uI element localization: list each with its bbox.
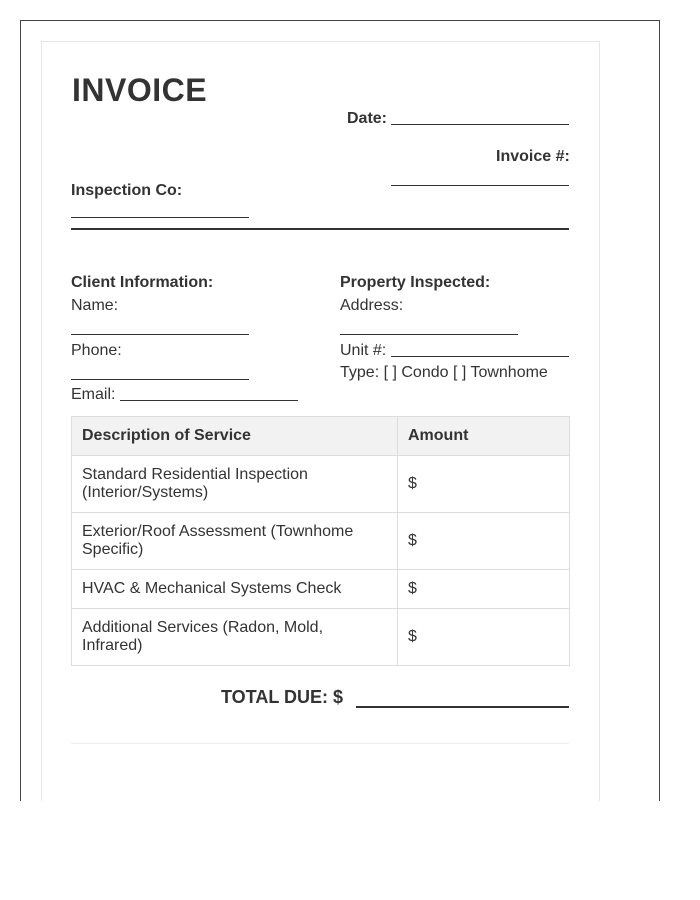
date-label: Date: [347,110,388,127]
table-row [72,609,570,666]
property-type-checkboxes[interactable]: Type: [ ] Condo [ ] Townhome [340,364,548,381]
column-header-description: Description of Service [72,417,398,456]
invoice-number-label: Invoice #: [496,148,570,165]
client-phone-field[interactable] [71,379,249,380]
property-unit-label: Unit #: [340,342,387,359]
service-description: HVAC & Mechanical Systems Check [72,570,398,609]
total-due-label: TOTAL DUE: $ [221,687,344,707]
date-field[interactable] [391,124,569,125]
services-table [71,416,570,666]
total-due-field[interactable] [356,706,569,708]
service-description: Additional Services (Radon, Mold, Infrared) [72,609,398,666]
property-unit-field[interactable] [391,356,569,357]
property-address-field[interactable] [340,334,518,335]
invoice-title: INVOICE [72,72,208,108]
header-divider [71,228,569,230]
client-name-field[interactable] [71,334,249,335]
service-amount[interactable]: $ [398,513,570,570]
service-amount[interactable]: $ [398,609,570,666]
inspection-co-label: Inspection Co: [71,182,183,199]
client-email-label: Email: [71,386,116,403]
client-phone-label: Phone: [71,342,122,359]
table-header-row [72,417,570,456]
service-amount[interactable]: $ [398,570,570,609]
service-amount[interactable]: $ [398,456,570,513]
table-row [72,513,570,570]
inspection-co-field[interactable] [71,217,249,218]
column-header-amount: Amount [398,417,570,456]
footer-divider [71,743,569,744]
property-heading: Property Inspected: [340,274,491,291]
property-address-label: Address: [340,297,404,314]
table-row [72,456,570,513]
invoice-number-field[interactable] [391,185,569,186]
table-row [72,570,570,609]
client-info-heading: Client Information: [71,274,214,291]
service-description: Exterior/Roof Assessment (Townhome Specific) [72,513,398,570]
service-description: Standard Residential Inspection (Interior/Systems) [72,456,398,513]
client-email-field[interactable] [120,400,298,401]
client-name-label: Name: [71,297,119,314]
